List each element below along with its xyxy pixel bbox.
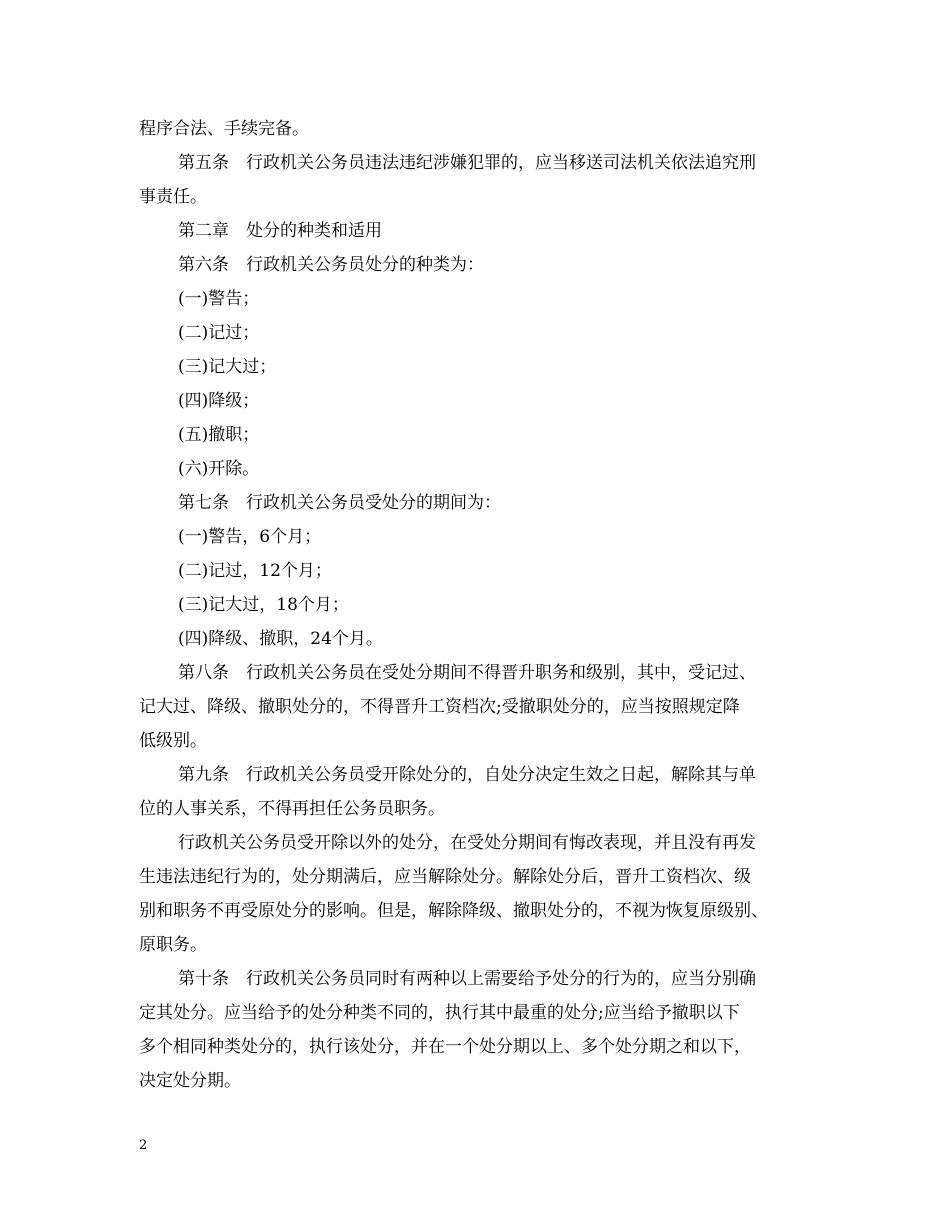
text-line: (六)开除。 <box>178 459 260 479</box>
text-line: 第十条 行政机关公务员同时有两种以上需要给予处分的行为的，应当分别确 <box>178 969 756 989</box>
text-line: 行政机关公务员受开除以外的处分，在受处分期间有悔改表现，并且没有再发 <box>178 833 756 853</box>
text-line: 生违法违纪行为的，处分期满后，应当解除处分。解除处分后，晋升工资档次、级 <box>139 867 751 887</box>
text-line: 第二章 处分的种类和适用 <box>178 221 382 241</box>
text-line: 第六条 行政机关公务员处分的种类为： <box>178 255 484 275</box>
body-text <box>139 112 819 1098</box>
text-line: (四)降级； <box>178 391 260 411</box>
text-line: 第九条 行政机关公务员受开除处分的，自处分决定生效之日起，解除其与单 <box>178 765 756 785</box>
page-number: 2 <box>139 1138 148 1153</box>
text-line: (五)撤职； <box>178 425 260 445</box>
text-line: 低级别。 <box>139 731 207 751</box>
text-line: 事责任。 <box>139 187 207 207</box>
text-line: (三)记大过，18个月； <box>178 595 349 615</box>
text-line: 定其处分。应当给予的处分种类不同的，执行其中最重的处分;应当给予撤职以下 <box>139 1003 740 1023</box>
text-line: 原职务。 <box>139 935 207 955</box>
text-line: 记大过、降级、撤职处分的，不得晋升工资档次;受撤职处分的，应当按照规定降 <box>139 697 740 717</box>
text-line: (二)记过，12个月； <box>178 561 332 581</box>
text-line: (一)警告，6个月； <box>178 527 322 547</box>
text-line: 程序合法、手续完备。 <box>139 119 309 139</box>
text-line: (二)记过； <box>178 323 260 343</box>
text-line: 决定处分期。 <box>139 1071 241 1091</box>
text-line: (一)警告； <box>178 289 260 309</box>
text-line: (三)记大过； <box>178 357 277 377</box>
text-line: (四)降级、撤职，24个月。 <box>178 629 383 649</box>
text-line: 第七条 行政机关公务员受处分的期间为： <box>178 493 501 513</box>
text-line: 多个相同种类处分的，执行该处分，并在一个处分期以上、多个处分期之和以下， <box>139 1037 751 1057</box>
text-line: 第五条 行政机关公务员违法违纪涉嫌犯罪的，应当移送司法机关依法追究刑 <box>178 153 756 173</box>
text-line: 第八条 行政机关公务员在受处分期间不得晋升职务和级别，其中，受记过、 <box>178 663 756 683</box>
text-line: 别和职务不再受原处分的影响。但是，解除降级、撤职处分的，不视为恢复原级别、 <box>139 901 768 921</box>
text-line: 位的人事关系，不得再担任公务员职务。 <box>139 799 445 819</box>
